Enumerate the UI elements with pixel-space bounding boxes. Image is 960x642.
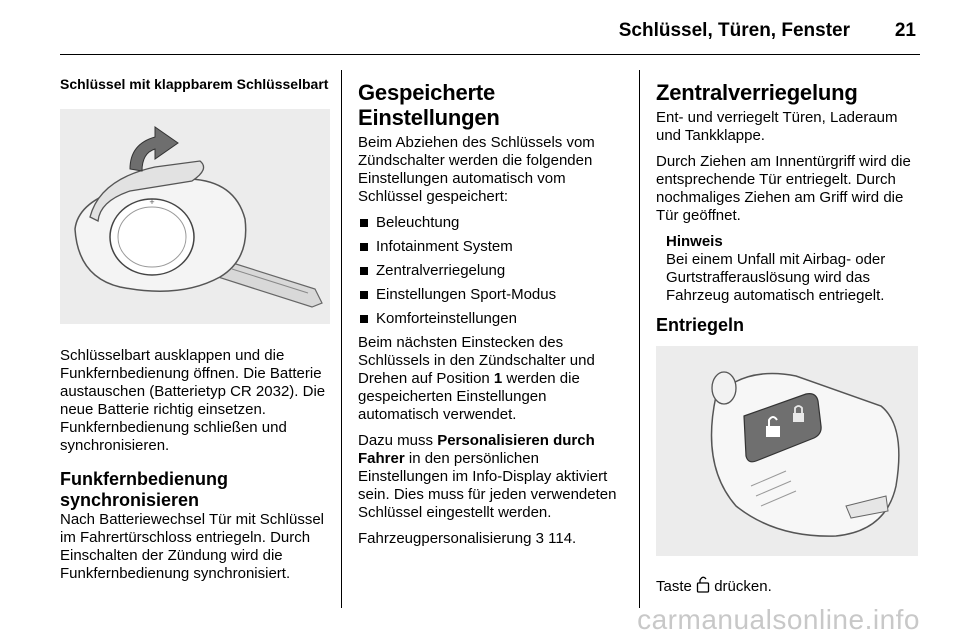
page-number: 21 [894,20,916,41]
bullet-icon [360,267,368,275]
battery-instructions: Schlüsselbart ausklappen und die Funkfernbedienung öffnen. Die Batterie austauschen (Batterietyp CR 2032). Die neue Batterie richtig einsetzen. Funkfernbedienung schließen und synchronisieren. [60,347,326,454]
header-title: Schlüssel, Türen, Fenster [618,20,850,41]
note-title: Hinweis [666,233,723,250]
unlock-caption: Taste drücken. [656,575,926,596]
note-box [666,233,926,305]
note-text: Bei einem Unfall mit Airbag- oder Gurtstrafferauslösung wird das Fahrzeug automatisch entriegelt. [666,251,886,304]
column-2 [358,80,628,556]
bullet-icon [360,219,368,227]
svg-text:+: + [149,197,155,207]
bullet-icon [360,243,368,251]
heading-unlock: Entriegeln [656,315,745,335]
column-divider [639,70,640,608]
bullet-icon [360,291,368,299]
list-item: Infotainment System [358,238,628,256]
heading-sync-remote: Funkfernbedienung synchronisieren [60,469,228,510]
column-1 [60,76,330,591]
saved-settings-list [358,214,628,328]
personalization-reference: Fahrzeugpersonalisierung 3 114. [358,530,577,547]
personalize-paragraph: Dazu muss Personalisieren durch Fahrer in den persönlichen Einstellungen im Info-Display aktiviert sein. Dies muss für jeden verwendeten Schlüssel eingestellt werden. [358,432,617,521]
heading-saved-settings: Gespeicherte Einstellungen [358,80,500,130]
list-item: Beleuchtung [358,214,628,232]
heading-central-locking: Zentralverriegelung [656,80,858,105]
list-item: Einstellungen Sport-Modus [358,286,628,304]
central-locking-intro: Ent- und verriegelt Türen, Laderaum und Tankklappe. [656,109,898,144]
saved-settings-intro: Beim Abziehen des Schlüssels vom Zündschalter werden die folgenden Einstellungen automatisch vom Schlüssel gespeichert: [358,134,595,205]
bullet-icon [360,315,368,323]
list-item: Komforteinstellungen [358,310,628,328]
sync-instructions: Nach Batteriewechsel Tür mit Schlüssel im Fahrertürschloss entriegeln. Durch Einschalten der Zündung wird die Funkfernbedienung synchronisiert. [60,511,324,582]
key-battery-illustration [60,109,330,324]
page-header [60,14,920,55]
column-3 [656,80,926,604]
subheading-folding-key: Schlüssel mit klappbarem Schlüsselbart [60,76,329,92]
list-item: Zentralverriegelung [358,262,628,280]
unlock-icon [696,575,710,593]
remote-key-illustration [656,346,918,556]
page-reference-icon: 3 [535,530,544,547]
next-insert-paragraph: Beim nächsten Einstecken des Schlüssels in den Zündschalter und Drehen auf Position 1 werden die gespeicherten Einstellungen automatisch verwendet. [358,334,595,423]
door-handle-paragraph: Durch Ziehen am Innentürgriff wird die entsprechende Tür entriegelt. Durch nochmaliges Ziehen am Griff wird die Tür geöffnet. [656,153,911,224]
watermark: carmanualsonline.info [637,604,920,635]
column-divider [341,70,342,608]
